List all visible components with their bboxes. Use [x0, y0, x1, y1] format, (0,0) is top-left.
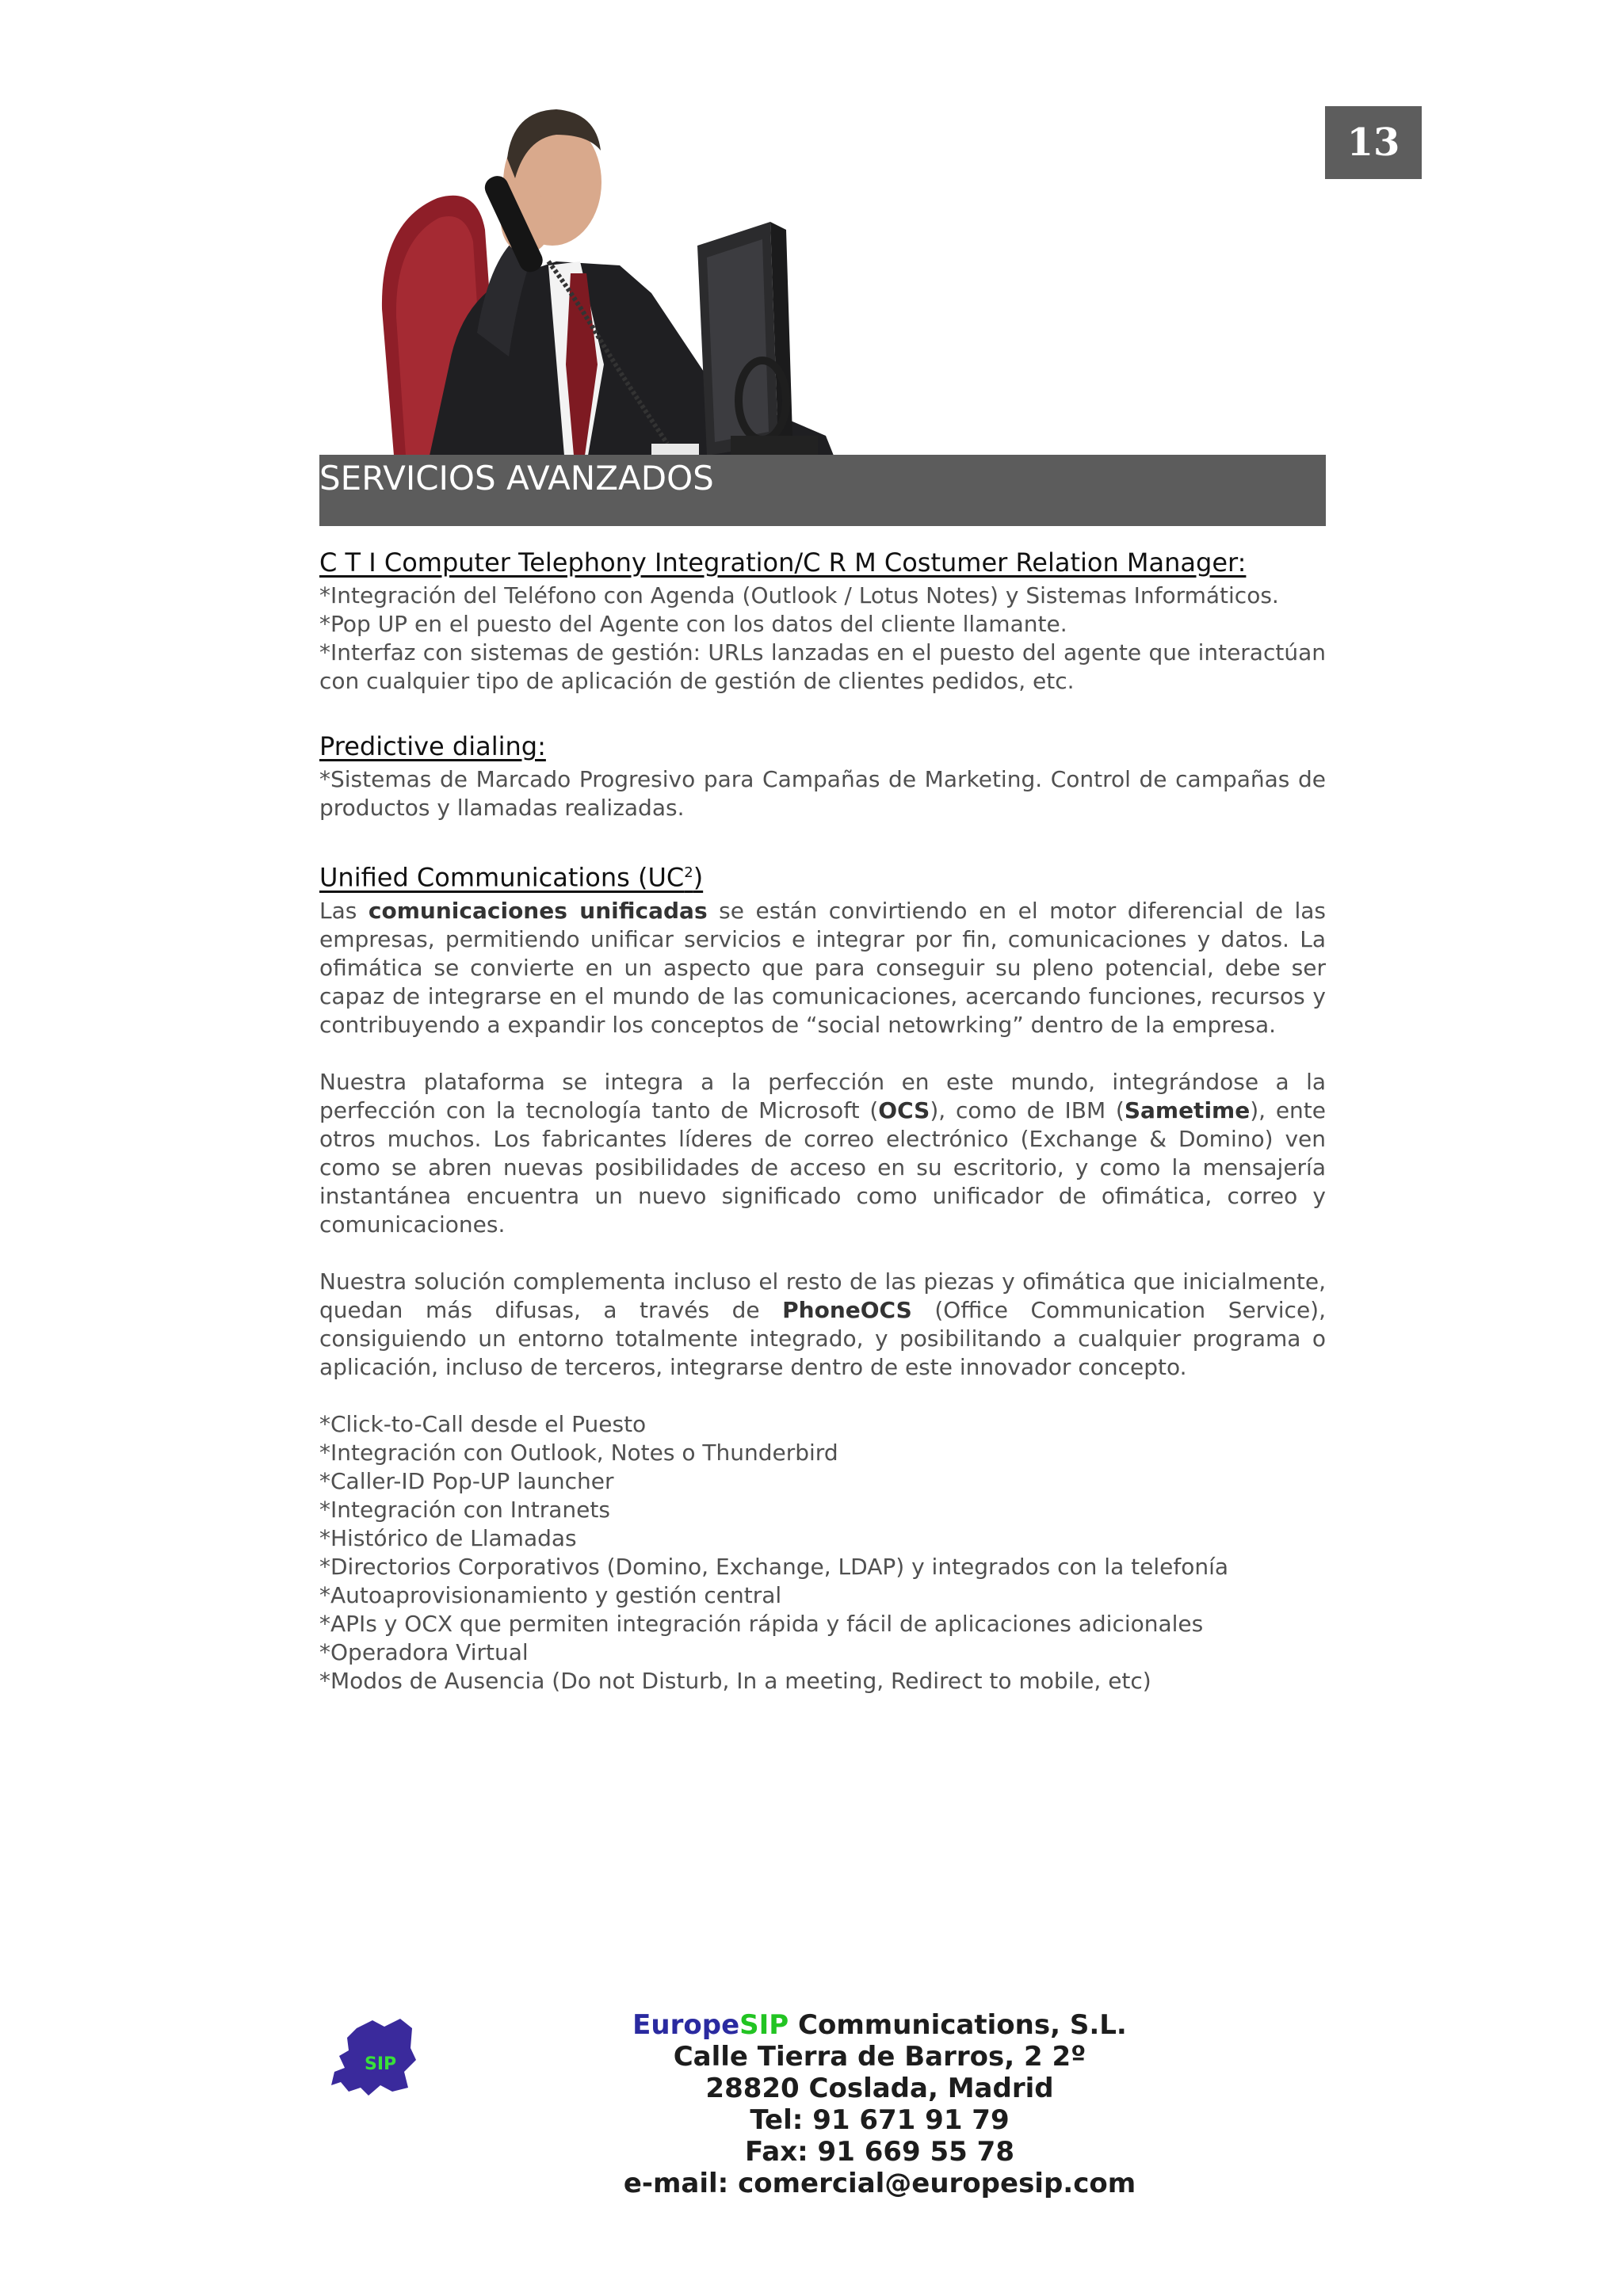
list-item: *Directorios Corporativos (Domino, Exchange, LDAP) y integrados con la telefonía — [319, 1553, 1229, 1580]
svg-text:SIP: SIP — [365, 2054, 397, 2074]
cti-heading: C T I Computer Telephony Integration/C R M Costumer Relation Manager: — [319, 547, 1247, 578]
cti-line: *Integración del Teléfono con Agenda (Outlook / Lotus Notes) y Sistemas Informáticos. — [319, 582, 1279, 608]
list-item: *Histórico de Llamadas — [319, 1524, 577, 1551]
list-item: *Integración con Outlook, Notes o Thunderbird — [319, 1439, 838, 1466]
uc-feature-list — [319, 1410, 1326, 1695]
list-item: *Caller-ID Pop-UP launcher — [319, 1467, 614, 1494]
main-content — [319, 547, 1326, 1695]
email-address[interactable]: e-mail: comercial@europesip.com — [623, 2168, 1136, 2199]
uc-paragraph-2: Nuestra plataforma se integra a la perfección en este mundo, integrándose a la perfección con la tecnología tanto de Microsoft (OCS), como de IBM (Sametime), ente otros muchos. Los fabricantes líderes de correo electrónico (Exchange & Domino) ven como se abren nuevas posibilidades de acceso en su escritorio, y como la mensajería instantánea encuentra un nuevo significado como unificador de ofimática, correo y comunicaciones. — [319, 1068, 1327, 1238]
predictive-heading: Predictive dialing: — [319, 731, 546, 761]
hero-photo-businessman — [319, 103, 1135, 456]
page-number: 13 — [1325, 106, 1422, 179]
uc-paragraph-1: Las comunicaciones unificadas se están convirtiendo en el motor diferencial de las empresas, permitiendo unificar servicios e integrar por fin, comunicaciones y datos. La ofimática se convierte en un aspecto que para conseguir su pleno potencial, debe ser capaz de integrarse en el mundo de las comunicaciones, acercando funciones, recursos y contribuyendo a expandir los conceptos de “social netowrking” dentro de la empresa. — [319, 897, 1326, 1038]
predictive-text: *Sistemas de Marcado Progresivo para Campañas de Marketing. Control de campañas de productos y llamadas realizadas. — [319, 766, 1326, 821]
cti-line: *Pop UP en el puesto del Agente con los datos del cliente llamante. — [319, 611, 1067, 637]
list-item: *Click-to-Call desde el Puesto — [319, 1410, 647, 1437]
company-footer — [475, 2009, 1284, 2199]
list-item: *Integración con Intranets — [319, 1496, 610, 1523]
uc-heading: Unified Communications $(UC^2)$ — [319, 862, 704, 893]
list-item: *APIs y OCX que permiten integración rápida y fácil de aplicaciones adicionales — [319, 1610, 1204, 1637]
company-name: EuropeSIP Communications, S.L. — [632, 2009, 1127, 2041]
phone-number: Tel: 91 671 91 79 — [750, 2104, 1010, 2136]
cti-line: *Interfaz con sistemas de gestión: URLs lanzadas en el puesto del agente que interactúan con cualquier tipo de aplicación de gestión de clientes pedidos, etc. — [319, 639, 1326, 694]
uc-paragraph-3: Nuestra solución complementa incluso el resto de las piezas y ofimática que inicialmente, quedan más difusas, a través de PhoneOCS (Office Communication Service), consiguiendo un entorno totalmente integrado, y posibilitando a cualquier programa o aplicación, incluso de terceros, integrarse dentro de este innovador concepto. — [319, 1268, 1326, 1380]
address-line-1: Calle Tierra de Barros, 2 2º — [673, 2041, 1086, 2073]
europesip-logo — [325, 2012, 420, 2100]
fax-number: Fax: 91 669 55 78 — [745, 2136, 1014, 2168]
section-title-bar — [319, 455, 1326, 526]
list-item: *Autoaprovisionamiento y gestión central — [319, 1581, 782, 1608]
list-item: *Modos de Ausencia (Do not Disturb, In a meeting, Redirect to mobile, etc) — [319, 1667, 1151, 1694]
address-line-2: 28820 Coslada, Madrid — [705, 2073, 1054, 2104]
page-title: SERVICIOS AVANZADOS — [319, 459, 714, 498]
list-item: *Operadora Virtual — [319, 1638, 529, 1665]
